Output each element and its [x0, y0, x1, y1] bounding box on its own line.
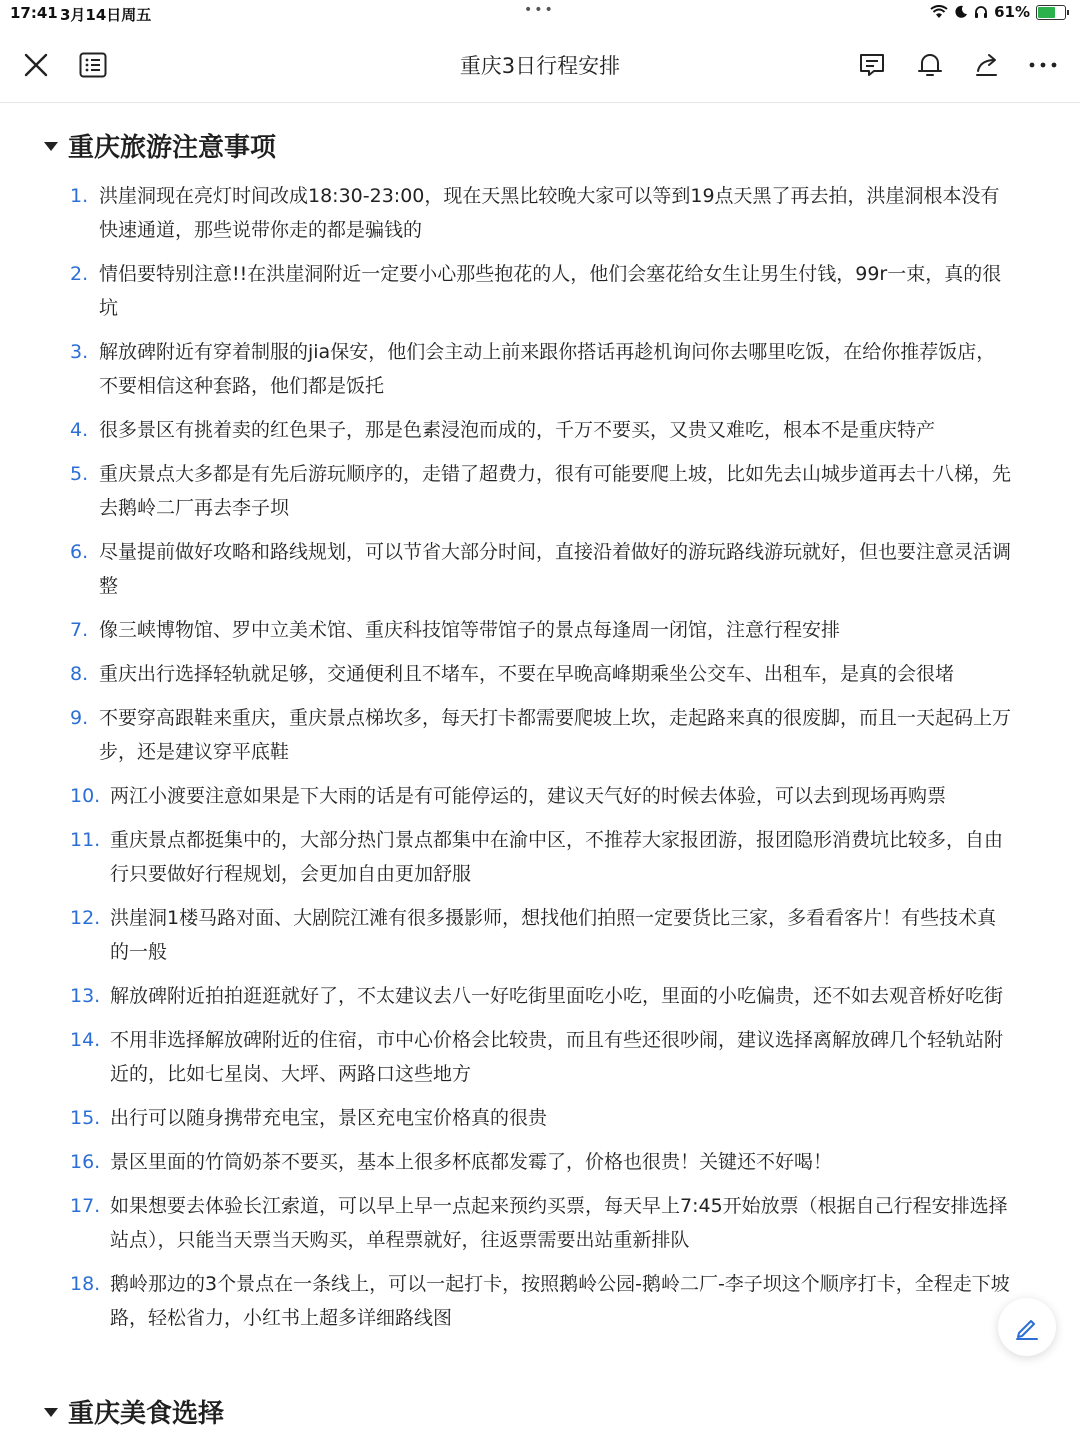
headphones-icon	[974, 5, 988, 19]
list-item	[0, 657, 1080, 691]
list-item	[0, 1101, 1080, 1135]
list-item	[0, 979, 1080, 1013]
item-text: 如果想要去体验长江索道，可以早上早一点起来预约买票，每天早上7:45开始放票（根据自己行程安排选择站点），只能当天票当天购买，单程票就好，往返票需要出站重新排队	[110, 1195, 1008, 1251]
list-item	[0, 701, 1080, 769]
item-number: 11.	[70, 829, 101, 851]
item-number: 3.	[70, 341, 89, 363]
wifi-icon	[930, 5, 948, 19]
item-number: 4.	[70, 419, 89, 441]
section-header-tips[interactable]	[44, 127, 276, 164]
item-text: 两江小渡要注意如果是下大雨的话是有可能停运的，建议天气好的时候去体验，可以去到现场再购票	[110, 785, 947, 807]
item-number: 8.	[70, 663, 89, 685]
moon-icon	[954, 5, 968, 19]
battery-icon	[1036, 5, 1066, 20]
item-number: 15.	[70, 1107, 101, 1129]
list-item	[0, 179, 1080, 247]
item-text: 鹅岭那边的3个景点在一条线上，可以一起打卡，按照鹅岭公园-鹅岭二厂-李子坝这个顺序打卡，全程走下坡路，轻松省力，小红书上超多详细路线图	[110, 1273, 1010, 1329]
list-item	[0, 779, 1080, 813]
item-number: 17.	[70, 1195, 101, 1217]
list-item	[0, 1023, 1080, 1091]
item-number: 16.	[70, 1151, 101, 1173]
item-text: 重庆景点都挺集中的，大部分热门景点都集中在渝中区，不推荐大家报团游，报团隐形消费坑比较多，自由行只要做好行程规划，会更加自由更加舒服	[110, 829, 1004, 885]
section-header-food[interactable]	[44, 1393, 224, 1430]
item-text: 像三峡博物馆、罗中立美术馆、重庆科技馆等带馆子的景点每逢周一闭馆，注意行程安排	[99, 619, 841, 641]
collapse-caret-icon[interactable]	[44, 1408, 58, 1417]
item-number: 18.	[70, 1273, 101, 1295]
item-text: 很多景区有挑着卖的红色果子，那是色素浸泡而成的，千万不要买，又贵又难吃，根本不是重庆特产	[99, 419, 936, 441]
item-text: 尽量提前做好攻略和路线规划，可以节省大部分时间，直接沿着做好的游玩路线游玩就好，但也要注意灵活调整	[99, 541, 1012, 597]
status-date: 3月14日周五	[60, 6, 152, 24]
item-text: 情侣要特别注意!!在洪崖洞附近一定要小心那些抱花的人，他们会塞花给女生让男生付钱，99r一束，真的很坑	[99, 263, 1002, 319]
section-title: 重庆旅游注意事项	[68, 133, 277, 163]
comment-button[interactable]	[855, 48, 889, 82]
section-title: 重庆美食选择	[68, 1399, 225, 1429]
bell-icon	[916, 51, 944, 79]
list-item	[0, 901, 1080, 969]
item-number: 5.	[70, 463, 89, 485]
nav-bar	[0, 28, 1080, 103]
list-item	[0, 335, 1080, 403]
collapse-caret-icon[interactable]	[44, 142, 58, 151]
item-text: 洪崖洞1楼马路对面、大剧院江滩有很多摄影师，想找他们拍照一定要货比三家，多看看客片！有些技术真的一般	[110, 907, 997, 963]
share-button[interactable]	[970, 48, 1004, 82]
item-number: 1.	[70, 185, 89, 207]
status-bar	[0, 0, 1080, 28]
item-text: 不用非选择解放碑附近的住宿，市中心价格会比较贵，而且有些还很吵闹，建议选择离解放碑几个轻轨站附近的，比如七星岗、大坪、两路口这些地方	[110, 1029, 1004, 1085]
list-item	[0, 1145, 1080, 1179]
item-number: 12.	[70, 907, 101, 929]
battery-percent: 61%	[994, 3, 1030, 21]
comment-icon	[858, 51, 886, 79]
item-number: 6.	[70, 541, 89, 563]
item-text: 解放碑附近拍拍逛逛就好了，不太建议去八一好吃街里面吃小吃，里面的小吃偏贵，还不如去观音桥好吃街	[110, 985, 1004, 1007]
list-item	[0, 535, 1080, 603]
item-number: 9.	[70, 707, 89, 729]
multitask-dots[interactable]: •••	[524, 2, 555, 18]
item-text: 重庆出行选择轻轨就足够，交通便利且不堵车，不要在早晚高峰期乘坐公交车、出租车，是真的会很堵	[99, 663, 955, 685]
item-number: 7.	[70, 619, 89, 641]
tips-list	[0, 179, 1080, 1345]
pencil-icon	[1013, 1313, 1041, 1341]
item-text: 洪崖洞现在亮灯时间改成18:30-23:00，现在天黑比较晚大家可以等到19点天黑了再去拍，洪崖洞根本没有快速通道，那些说带你走的都是骗钱的	[99, 185, 1000, 241]
notification-button[interactable]	[913, 48, 947, 82]
list-item	[0, 457, 1080, 525]
status-right	[930, 3, 1066, 21]
item-number: 10.	[70, 785, 101, 807]
more-button[interactable]	[1026, 48, 1060, 82]
list-item	[0, 257, 1080, 325]
list-item	[0, 413, 1080, 447]
item-text: 不要穿高跟鞋来重庆，重庆景点梯坎多，每天打卡都需要爬坡上坎，走起路来真的很废脚，而且一天起码上万步，还是建议穿平底鞋	[99, 707, 1012, 763]
item-text: 解放碑附近有穿着制服的jia保安，他们会主动上前来跟你搭话再趁机询问你去哪里吃饭，在给你推荐饭店，不要相信这种套路，他们都是饭托	[99, 341, 996, 397]
more-icon	[1028, 60, 1058, 70]
list-item	[0, 1267, 1080, 1335]
item-text: 景区里面的竹筒奶茶不要买，基本上很多杯底都发霉了，价格也很贵！关键还不好喝！	[110, 1151, 833, 1173]
list-item	[0, 1189, 1080, 1257]
list-item	[0, 613, 1080, 647]
item-text: 出行可以随身携带充电宝，景区充电宝价格真的很贵	[110, 1107, 548, 1129]
edit-button[interactable]	[998, 1298, 1056, 1356]
item-number: 14.	[70, 1029, 101, 1051]
item-number: 13.	[70, 985, 101, 1007]
list-item	[0, 823, 1080, 891]
item-number: 2.	[70, 263, 89, 285]
document-title: 重庆3日行程安排	[459, 54, 621, 78]
item-text: 重庆景点大多都是有先后游玩顺序的，走错了超费力，很有可能要爬上坡，比如先去山城步道再去十八梯，先去鹅岭二厂再去李子坝	[99, 463, 1012, 519]
status-time: 17:41	[10, 4, 58, 22]
share-icon	[973, 51, 1001, 79]
